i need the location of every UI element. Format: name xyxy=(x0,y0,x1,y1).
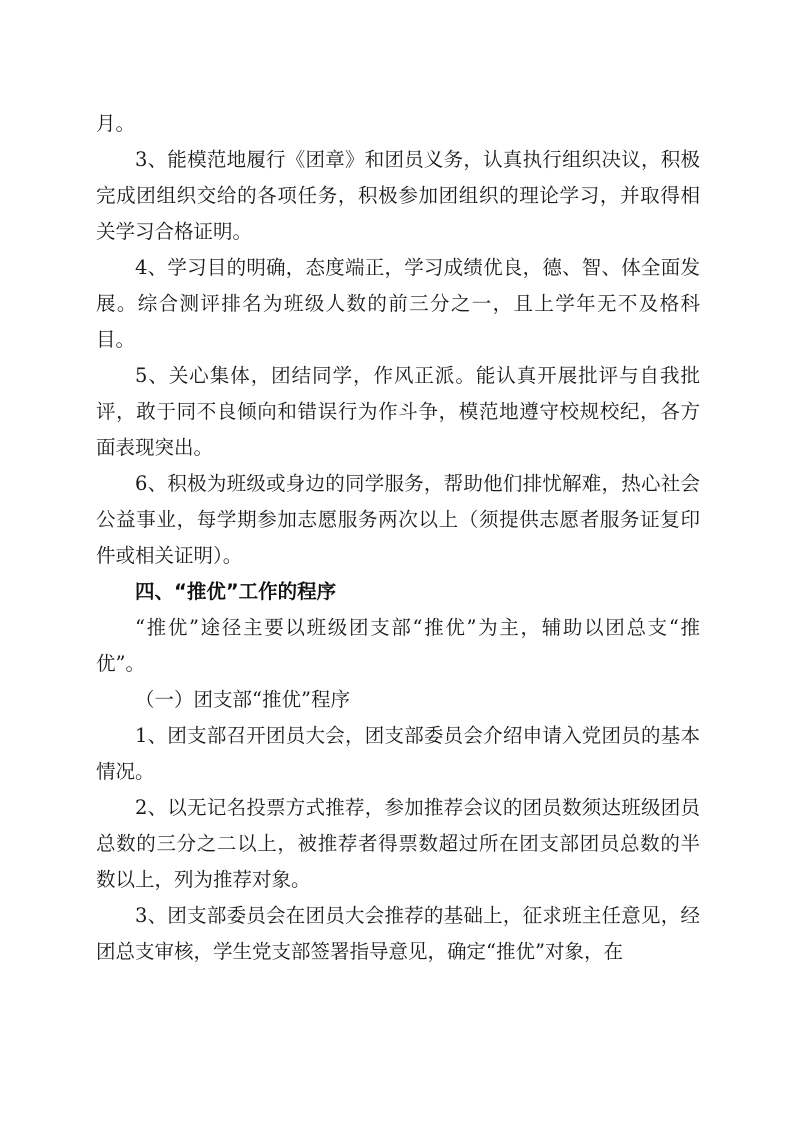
paragraph-criterion-5: 5、关心集体，团结同学，作风正派。能认真开展批评与自我批评，敢于同不良倾向和错误行为作斗争，模范地遵守校规校纪，各方面表现突出。 xyxy=(96,364,700,459)
paragraph-step-2: 2、以无记名投票方式推荐，参加推荐会议的团员数须达班级团员总数的三分之二以上，被推荐者得票数超过所在团支部团员总数的半数以上，列为推荐对象。 xyxy=(96,796,700,891)
document-body xyxy=(96,106,700,970)
paragraph-step-1: 1、团支部召开团员大会，团支部委员会介绍申请入党团员的基本情况。 xyxy=(96,724,700,783)
paragraph-continuation: 月。 xyxy=(96,112,136,135)
paragraph-step-3: 3、团支部委员会在团员大会推荐的基础上，征求班主任意见，经团总支审核，学生党支部签署指导意见，确定“推优”对象，在 xyxy=(96,904,700,963)
paragraph-criterion-3: 3、能模范地履行《团章》和团员义务，认真执行组织决议，积极完成团组织交给的各项任务，积极参加团组织的理论学习，并取得相关学习合格证明。 xyxy=(96,148,700,243)
paragraph-procedure-intro: “推优”途径主要以班级团支部“推优”为主，辅助以团总支“推优”。 xyxy=(96,616,700,675)
subsection-heading-branch-procedure: （一）团支部“推优”程序 xyxy=(135,688,350,711)
paragraph-criterion-6: 6、积极为班级或身边的同学服务，帮助他们排忧解难，热心社会公益事业，每学期参加志愿服务两次以上（须提供志愿者服务证复印件或相关证明）。 xyxy=(96,472,700,567)
section-heading-procedure: 四、“推优”工作的程序 xyxy=(135,580,337,603)
paragraph-criterion-4: 4、学习目的明确，态度端正，学习成绩优良，德、智、体全面发展。综合测评排名为班级人数的前三分之一，且上学年无不及格科目。 xyxy=(96,256,700,351)
